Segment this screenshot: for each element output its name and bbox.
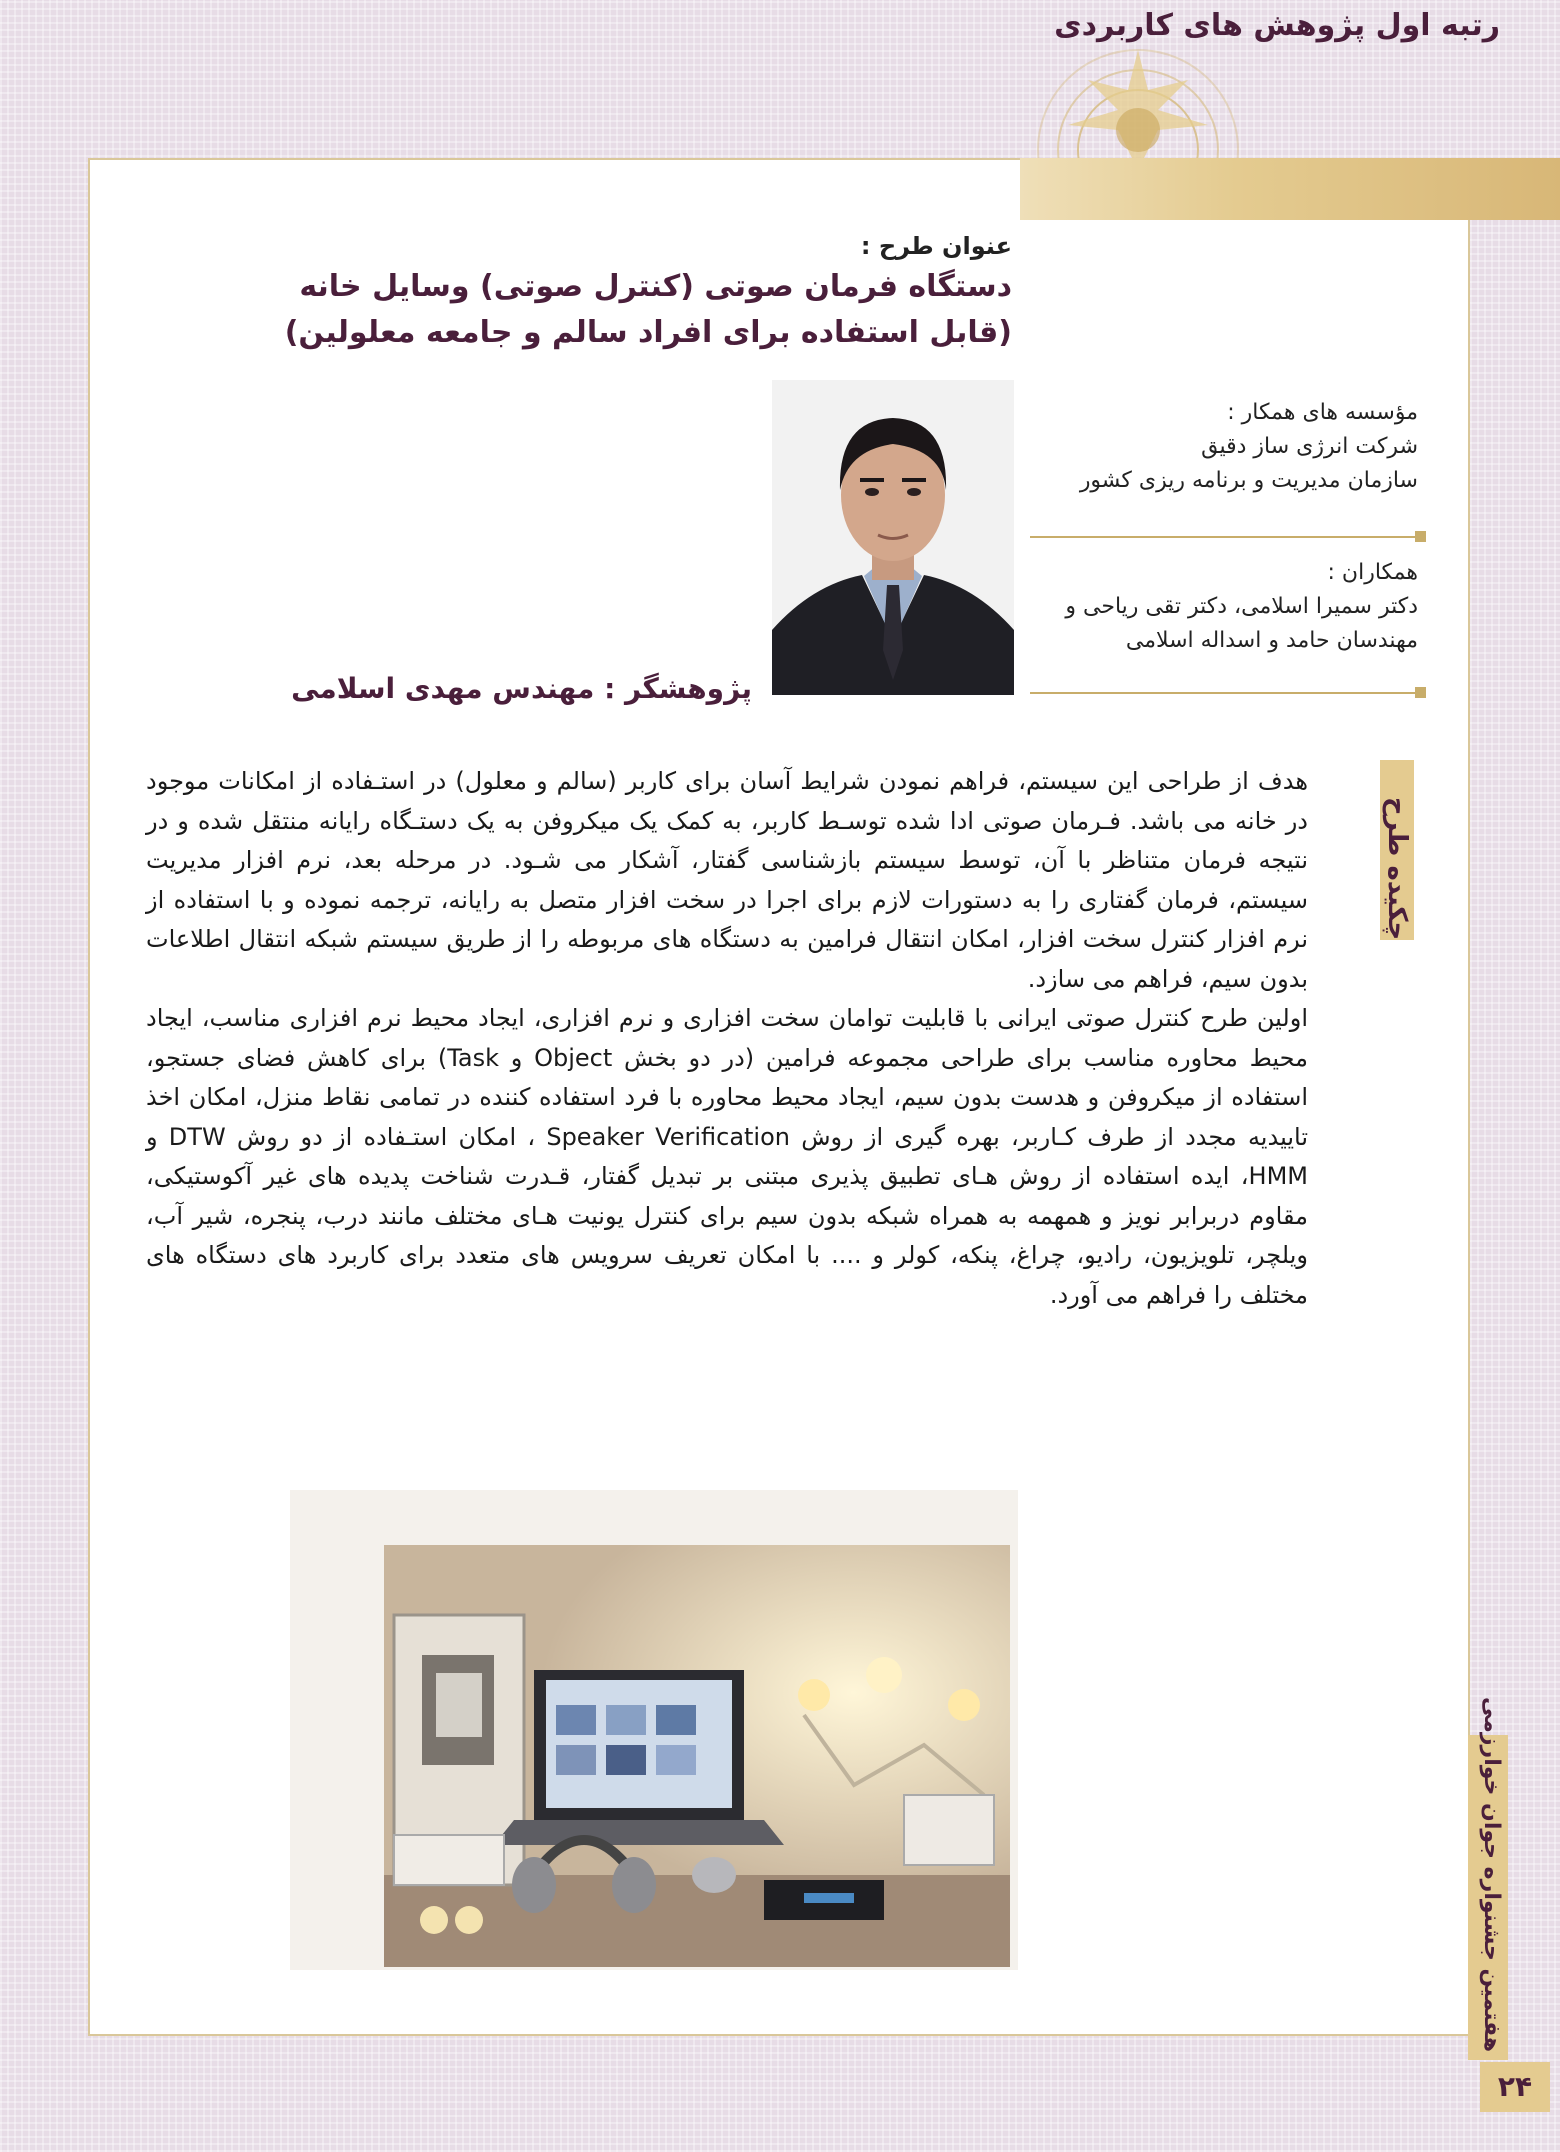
project-title-label: عنوان طرح :	[860, 232, 1012, 260]
project-title-block	[192, 228, 1012, 356]
project-title-line-2: (قابل استفاده برای افراد سالم و جامعه معلولین)	[284, 315, 1012, 350]
collaborators-label: همکاران :	[1327, 560, 1418, 585]
researcher-name: پژوهشگر : مهندس مهدی اسلامی	[291, 672, 752, 705]
institution-item: شرکت انرژی ساز دقیق	[1201, 434, 1418, 459]
abstract-tab-label: چکیده طرح	[1382, 796, 1412, 940]
institution-item: سازمان مدیریت و برنامه ریزی کشور	[1079, 468, 1418, 493]
abstract-paragraph-2: اولین طرح کنترل صوتی ایرانی با قابلیت توامان سخت افزاری و نرم افزاری، ایجاد محیط نرم افزاری مناسب، ایجاد محیط محاوره مناسب برای طراحی مجموعه فرامین (در دو بخش Object و Task) برای کاهش فضای جستجو، استفاده از میکروفن و هدست بدون سیم، ایجاد محیط محاوره با فرد استفاده کننده در تمامی نقاط منزل، امکان اخذ تاییدیه مجدد از طرف کـاربر، بهره گیری از روش Speaker Verification ، امکان استـفاده از دو روش DTW و HMM، ایده استفاده از روش هـای تطبیق پذیری مبتنی بر تبدیل گفتار، قـدرت شناخت پدیده های غیر آکوستیکی، مقاوم دربرابر نویز و همهمه به همراه شبکه بدون سیم برای کنترل یونیت هـای مختلف مانند درب، پنجره، شیر آب، ویلچر، تلویزیون، رادیو، چراغ، پنکه، کولر و .... با امکان تعریف سرویس های متعدد برای کاربرد های دستگاه های مختلف را فراهم می آورد.	[146, 1004, 1309, 1309]
project-title-line-1: دستگاه فرمان صوتی (کنترل صوتی) وسایل خانه	[299, 269, 1012, 304]
ribbon-title: رتبه اول پژوهش های کاربردی	[1054, 8, 1500, 43]
festival-name: هفتمین جشنواره جوان خوارزمی	[1479, 1696, 1504, 2052]
institutions-block	[1030, 396, 1418, 498]
page-number: ۲۴	[1480, 2062, 1550, 2112]
collaborators-line: دکتر سمیرا اسلامی، دکتر تقی ریاحی و	[1065, 594, 1418, 619]
institutions-label: مؤسسه های همکار :	[1227, 400, 1418, 425]
device-photo	[384, 1545, 1010, 1967]
collaborators-line: مهندسان حامد و اسداله اسلامی	[1125, 628, 1418, 653]
section-ribbon	[1020, 158, 1560, 220]
divider-rule	[1030, 536, 1422, 538]
divider-rule	[1030, 692, 1422, 694]
abstract-paragraph-1: هدف از طراحی این سیستم، فراهم نمودن شرایط آسان برای کاربر (سالم و معلول) در استـفاده از امکانات موجود در خانه می باشد. فـرمان صوتی ادا شده توسـط کاربر، به کمک یک میکروفن به یک دستـگاه رایانه منتقل شده و در نتیجه فرمان متناظر با آن، توسط سیستم بازشناسی گفتار، آشکار می شـود. در مرحله بعد، نرم افزار مدیریت سیستم، فرمان گفتاری را به دستورات لازم برای اجرا در سخت افزار متصل به رایانه، ترجمه نموده و با استفاده از نرم افزار کنترل سخت افزار، امکان انتقال فرامین به دستگاه های مربوطه را از طریق سیستم شبکه انتقال اطلاعات بدون سیم، فراهم می سازد.	[146, 767, 1308, 993]
device-setup-illustration	[384, 1545, 1010, 1967]
abstract-body	[146, 762, 1308, 1315]
portrait-illustration	[772, 380, 1014, 695]
collaborators-block	[1030, 556, 1418, 658]
researcher-photo	[772, 380, 1014, 695]
